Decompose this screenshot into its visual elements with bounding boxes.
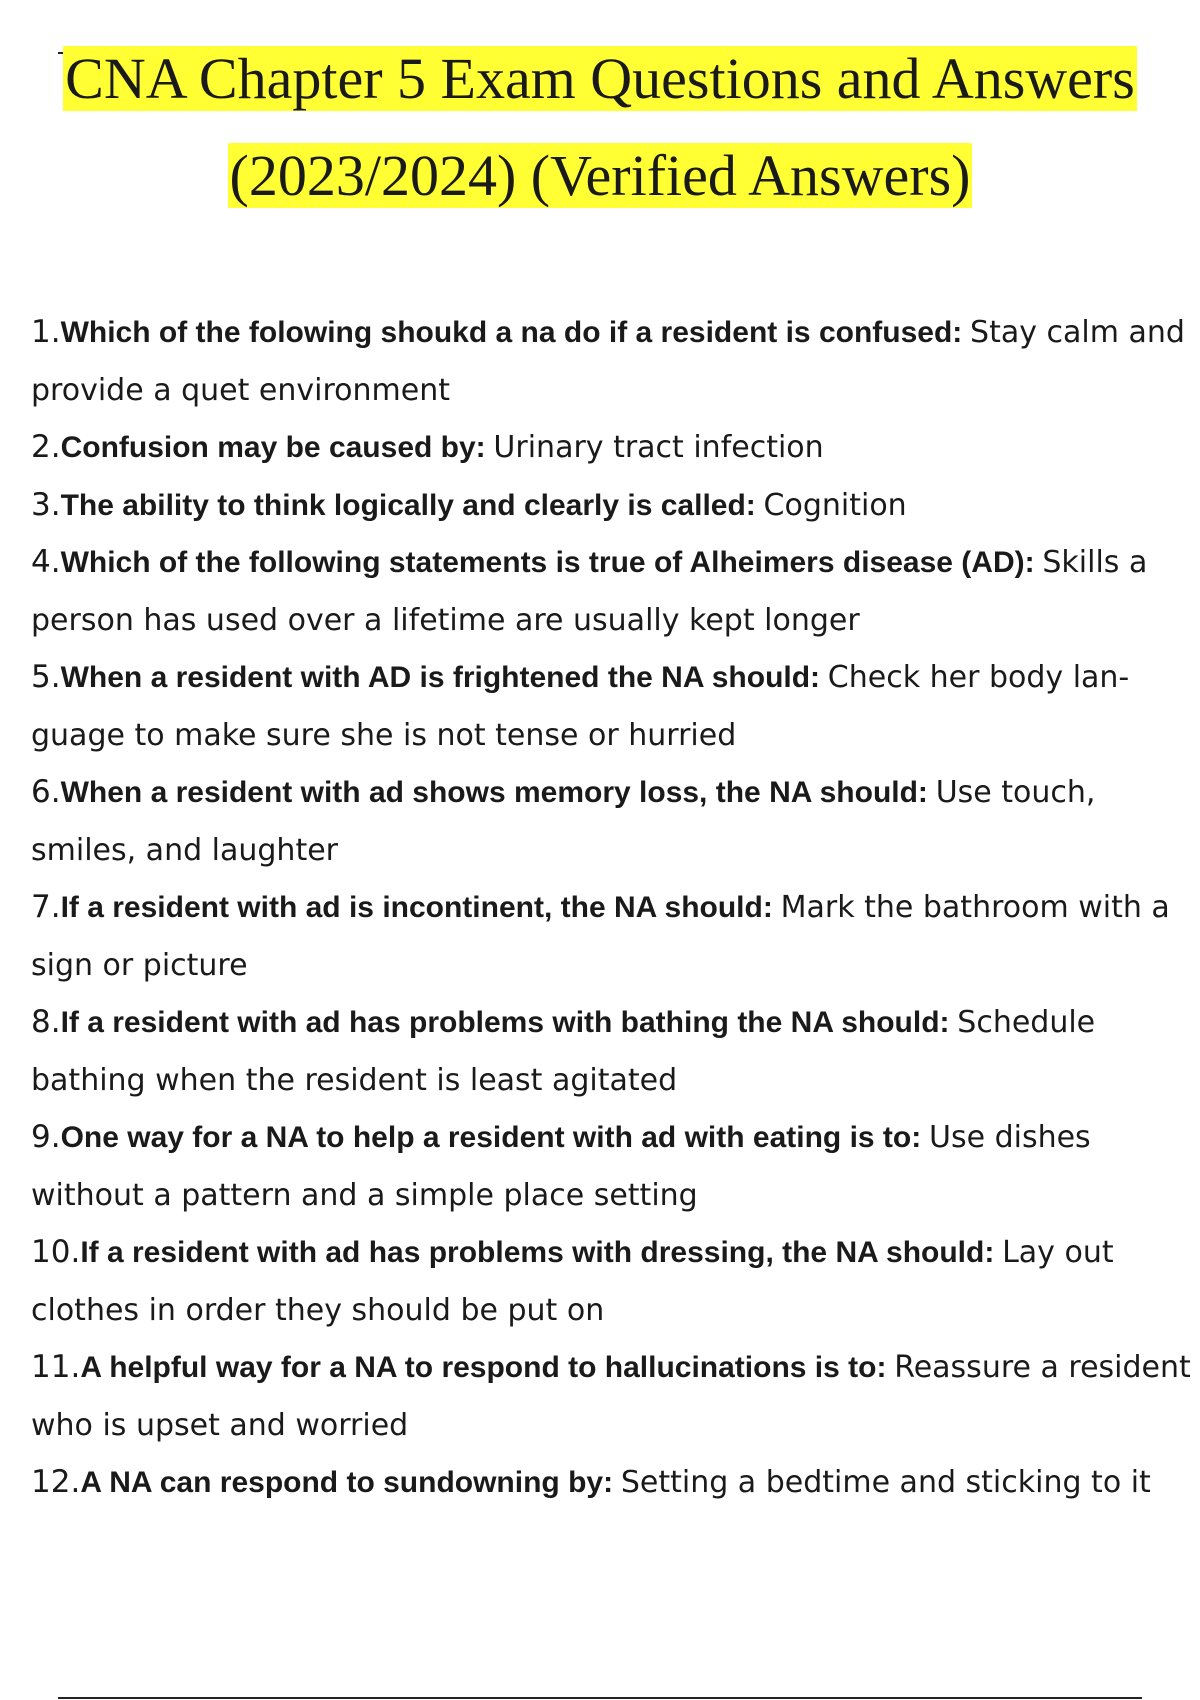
qa-question: When a resident with AD is frightened the NA should: xyxy=(60,661,821,694)
qa-item xyxy=(31,477,1191,535)
qa-item xyxy=(31,534,1191,649)
qa-question: When a resident with ad shows memory loss, the NA should: xyxy=(60,776,928,809)
qa-answer: Use dishes without a pattern and a simple place setting xyxy=(31,1120,1091,1213)
qa-item xyxy=(31,764,1191,879)
qa-item xyxy=(31,1454,1191,1512)
qa-item xyxy=(31,1339,1191,1454)
qa-question: Confusion may be caused by: xyxy=(60,431,486,464)
qa-number: 8. xyxy=(31,1004,61,1040)
qa-answer: Reassure a resident who is upset and worried xyxy=(31,1350,1191,1443)
qa-question: A NA can respond to sundowning by: xyxy=(80,1466,614,1499)
qa-list xyxy=(31,304,1191,1512)
qa-question: If a resident with ad has problems with bathing the NA should: xyxy=(60,1006,950,1039)
qa-answer: Stay calm and provide a quet environment xyxy=(31,315,1185,408)
qa-item xyxy=(31,879,1191,994)
qa-item xyxy=(31,304,1191,419)
qa-number: 10. xyxy=(31,1234,81,1270)
qa-question: If a resident with ad has problems with dressing, the NA should: xyxy=(80,1236,995,1269)
qa-answer: Setting a bedtime and sticking to it xyxy=(620,1465,1151,1500)
page-title xyxy=(0,30,1200,224)
qa-answer: Lay out clothes in order they should be put on xyxy=(31,1235,1114,1328)
title-line-1: CNA Chapter 5 Exam Questions and Answers xyxy=(65,46,1135,111)
qa-number: 9. xyxy=(31,1119,61,1155)
qa-answer: Urinary tract infection xyxy=(493,430,824,465)
qa-answer: Check her body lan- guage to make sure she is not tense or hurried xyxy=(31,660,1130,753)
qa-item xyxy=(31,1109,1191,1224)
qa-question: If a resident with ad is incontinent, the NA should: xyxy=(60,891,773,924)
qa-item xyxy=(31,419,1191,477)
qa-question: The ability to think logically and clearly is called: xyxy=(60,488,756,522)
bottom-rule xyxy=(58,1697,1142,1699)
qa-answer: Use touch, smiles, and laughter xyxy=(31,775,1096,868)
qa-number: 12. xyxy=(31,1464,81,1500)
qa-number: 1. xyxy=(31,314,61,350)
qa-question: A helpful way for a NA to respond to hallucinations is to: xyxy=(80,1351,887,1384)
qa-number: 5. xyxy=(31,659,61,695)
qa-number: 2. xyxy=(31,429,61,465)
qa-question: Which of the folowing shoukd a na do if a resident is confused: xyxy=(60,316,963,349)
qa-item xyxy=(31,649,1191,764)
qa-answer: Schedule bathing when the resident is least agitated xyxy=(31,1005,1096,1098)
qa-question: One way for a NA to help a resident with ad with eating is to: xyxy=(60,1121,922,1154)
qa-number: 6. xyxy=(31,774,61,810)
qa-item xyxy=(31,1224,1191,1339)
qa-number: 3. xyxy=(31,486,61,523)
qa-number: 4. xyxy=(31,544,61,580)
qa-answer: Cognition xyxy=(763,487,907,523)
qa-answer: Skills a person has used over a lifetime are usually kept longer xyxy=(31,545,1148,638)
qa-number: 11. xyxy=(31,1349,81,1385)
qa-item xyxy=(31,994,1191,1109)
qa-answer: Mark the bathroom with a sign or picture xyxy=(31,890,1170,983)
title-line-2: (2023/2024) (Verified Answers) xyxy=(229,143,971,208)
qa-question: Which of the following statements is true of Alheimers disease (AD): xyxy=(60,546,1035,579)
qa-number: 7. xyxy=(31,889,61,925)
